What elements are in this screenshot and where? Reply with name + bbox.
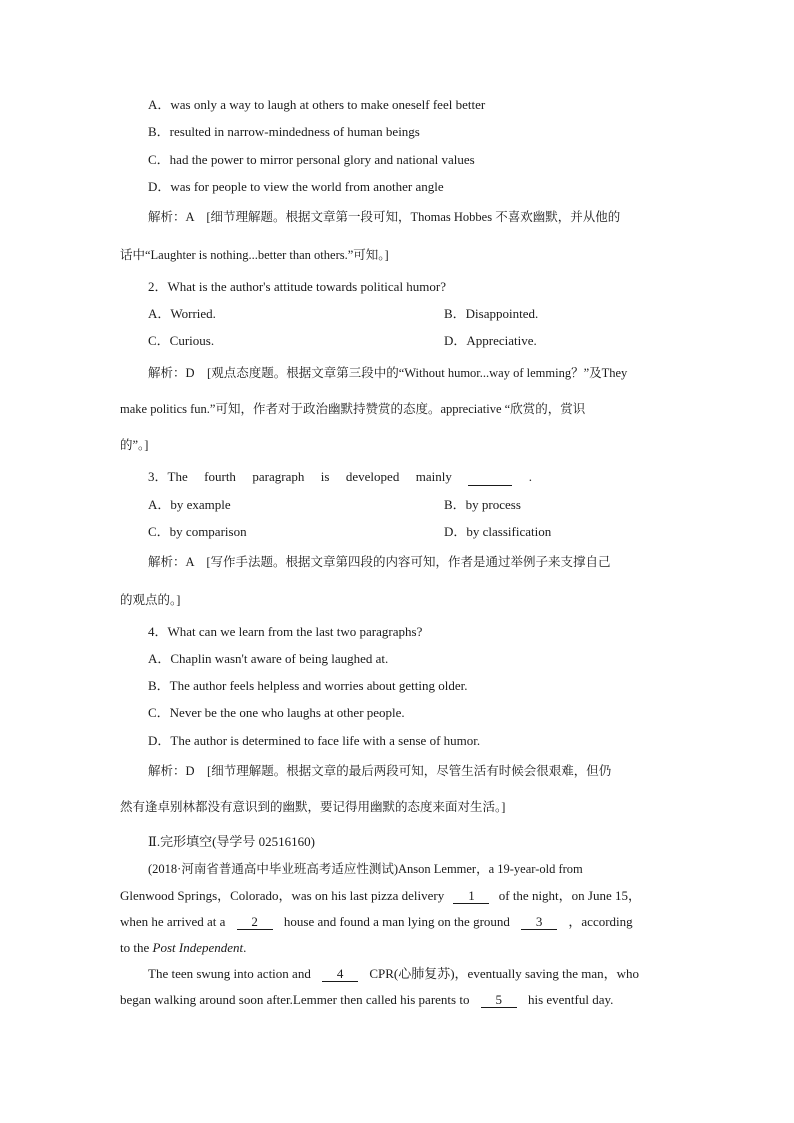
- q1-option-c: C．had the power to mirror personal glory and national values: [148, 152, 475, 167]
- q3-option-d: D．by classification: [444, 524, 552, 539]
- passage-line: The teen swung into action and 4 CPR(心肺复苏)，eventually saving the man，who: [148, 966, 640, 981]
- q2-option-a: A．Worried.: [148, 306, 216, 321]
- q3-stem-word: mainly: [415, 469, 452, 484]
- q1-analysis: 解析：A [细节理解题。根据文章第一段可知，Thomas Hobbes 不喜欢幽默，并从他的: [148, 210, 621, 224]
- q1-option-b: B．resulted in narrow-mindedness of human beings: [148, 124, 420, 139]
- q3-analysis-cont: 的观点的。]: [120, 593, 181, 607]
- q3-stem-word: 3．The: [148, 469, 188, 484]
- q4-option-b: B．The author feels helpless and worries about getting older.: [148, 678, 468, 693]
- q2-analysis-cont: make politics fun.”可知，作者对于政治幽默持赞赏的态度。appreciative “欣赏的，赏识: [120, 402, 586, 416]
- q4-option-a: A．Chaplin wasn't aware of being laughed at.: [148, 651, 389, 666]
- cloze-blank[interactable]: 4: [322, 967, 358, 982]
- q2-option-c: C．Curious.: [148, 333, 215, 348]
- q2-analysis: 解析：D [观点态度题。根据文章第三段中的“Without humor...way of lemming？”及They: [148, 366, 628, 380]
- q1-analysis-cont: 话中“Laughter is nothing...better than others.”可知。]: [120, 248, 389, 262]
- passage-line: to the Post Independent.: [120, 940, 247, 955]
- cloze-blank[interactable]: 1: [453, 889, 489, 904]
- q4-option-d: D．The author is determined to face life with a sense of humor.: [148, 733, 481, 748]
- q4-analysis: 解析：D [细节理解题。根据文章的最后两段可知，尽管生活有时候会很艰难，但仍: [148, 764, 612, 778]
- cloze-blank[interactable]: 3: [521, 915, 557, 930]
- newspaper-title: Post Independent: [152, 940, 244, 955]
- cloze-blank[interactable]: 2: [237, 915, 273, 930]
- q2-option-d: D．Appreciative.: [444, 333, 537, 348]
- q4-option-c: C．Never be the one who laughs at other people.: [148, 705, 405, 720]
- cloze-blank[interactable]: 5: [481, 993, 517, 1008]
- q3-stem-word: fourth: [204, 469, 236, 484]
- q3-stem-word: developed: [345, 469, 400, 484]
- q3-stem-word: is: [320, 469, 330, 484]
- q3-option-b: B．by process: [444, 497, 521, 512]
- q3-analysis: 解析：A [写作手法题。根据文章第四段的内容可知，作者是通过举例子来支撑自己: [148, 555, 611, 569]
- q2-analysis-cont2: 的”。]: [120, 438, 149, 452]
- q3-stem-end: .: [528, 469, 532, 484]
- passage-line: when he arrived at a 2 house and found a man lying on the ground 3 ，according: [120, 914, 633, 929]
- q1-option-d: D．was for people to view the world from another angle: [148, 179, 444, 194]
- passage-line: began walking around soon after.Lemmer then called his parents to 5 his eventful day.: [120, 992, 614, 1007]
- section-heading: Ⅱ.完形填空(导学号 02516160): [148, 834, 315, 849]
- q4-stem: 4．What can we learn from the last two paragraphs?: [148, 624, 423, 639]
- q2-option-b: B．Disappointed.: [444, 306, 539, 321]
- q3-stem-word: paragraph: [252, 469, 305, 484]
- q3-option-c: C．by comparison: [148, 524, 247, 539]
- passage-line: Glenwood Springs，Colorado，was on his last pizza delivery 1 of the night，on June 15，: [120, 888, 641, 903]
- q2-stem: 2．What is the author's attitude towards political humor?: [148, 279, 447, 294]
- q3-answer-blank[interactable]: [468, 468, 512, 486]
- q3-stem: [148, 468, 532, 486]
- q1-option-a: A．was only a way to laugh at others to make oneself feel better: [148, 97, 486, 112]
- q3-option-a: A．by example: [148, 497, 231, 512]
- passage-line: (2018·河南省普通高中毕业班高考适应性测试)Anson Lemmer，a 19-year-old from: [148, 862, 583, 876]
- q4-analysis-cont: 然有逢卓别林都没有意识到的幽默，要记得用幽默的态度来面对生活。]: [120, 800, 506, 814]
